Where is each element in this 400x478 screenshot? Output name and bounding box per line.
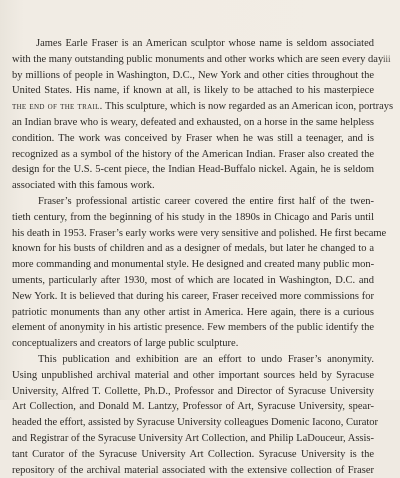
text-line: and Registrar of the Syracuse University Art Collection, and Philip LaDouceur, Assis- [12, 432, 374, 444]
text-line: United States. His name, if known at all, is likely to be attached to his masterpiece [12, 85, 374, 97]
text-line: patriotic monuments than any other artist in America. Here again, there is a curious [12, 306, 374, 318]
paragraph-3 [12, 352, 379, 478]
text-line: an Indian brave who is weary, defeated and exhausted, on a horse in the same helpless [12, 116, 374, 128]
text-line: This publication and exhibition are an effort to undo Fraser’s anonymity. [38, 353, 374, 365]
text-line: repository of the archival material associated with the extensive collection of Fraser [12, 464, 374, 476]
text-line: known for his busts of children and as a designer of medals, but later he changed to a [12, 243, 374, 255]
text-line: James Earle Fraser is an American sculptor whose name is seldom associated [36, 38, 374, 49]
text-line: recognized as a symbol of the history of the American Indian. Fraser also created the [12, 148, 374, 160]
text-line: Fraser’s professional artistic career covered the entire first half of the twen- [38, 195, 374, 207]
text-line: with the many outstanding public monuments and other works which are seen every day [12, 53, 384, 65]
text-line: Art Collection, and Donald M. Lantzy, Professor of Art, Syracuse University, spear- [12, 401, 374, 413]
text-line: headed the effort, assisted by Syracuse University colleagues Domenic Iacono, Curator [12, 417, 379, 429]
page-folio: iii [383, 54, 391, 64]
text-line: tieth century, from the beginning of his study in the 1890s in Chicago and Paris until [12, 211, 374, 223]
text-line: by millions of people in Washington, D.C., New York and other cities throughout the [12, 69, 374, 81]
text-line: more commanding and monumental style. He designed and created many public mon- [12, 259, 375, 271]
text-line-with-title [12, 99, 394, 115]
text-line: Using unpublished archival material and other important sources held by Syracuse [12, 369, 374, 381]
text-line: tant Curator of the Syracuse University Art Collection. Syracuse University is the [12, 448, 374, 460]
text-line: condition. The work was conceived by Fraser when he was still a teenager, and is [12, 132, 374, 144]
text-line: associated with this famous work. [12, 180, 155, 192]
sculpture-title: the end of the trail. [12, 101, 103, 113]
text-line: design for the U.S. 5-cent piece, the Indian Head-Buffalo nickel. Again, he is seldom [12, 164, 374, 176]
text-fragment: This sculpture, which is now regarded as an American icon, portrays [105, 101, 394, 113]
text-line: University, Alfred T. Collette, Ph.D., Professor and Director of Syracuse University [12, 385, 374, 397]
text-line: uments, particularly after 1930, most of which are located in Washington, D.C. and [12, 274, 374, 286]
text-line: New York. It is believed that during his career, Fraser received more commissions for [12, 290, 374, 302]
text-line: conceptualizers and creators of large public sculpture. [12, 338, 239, 350]
text-line: his death in 1953. Fraser’s early works were very sensitive and polished. He first became [12, 227, 387, 239]
text-line: element of anonymity in his artistic presence. Few members of the public identify the [12, 322, 374, 334]
paragraph-2 [12, 194, 387, 352]
